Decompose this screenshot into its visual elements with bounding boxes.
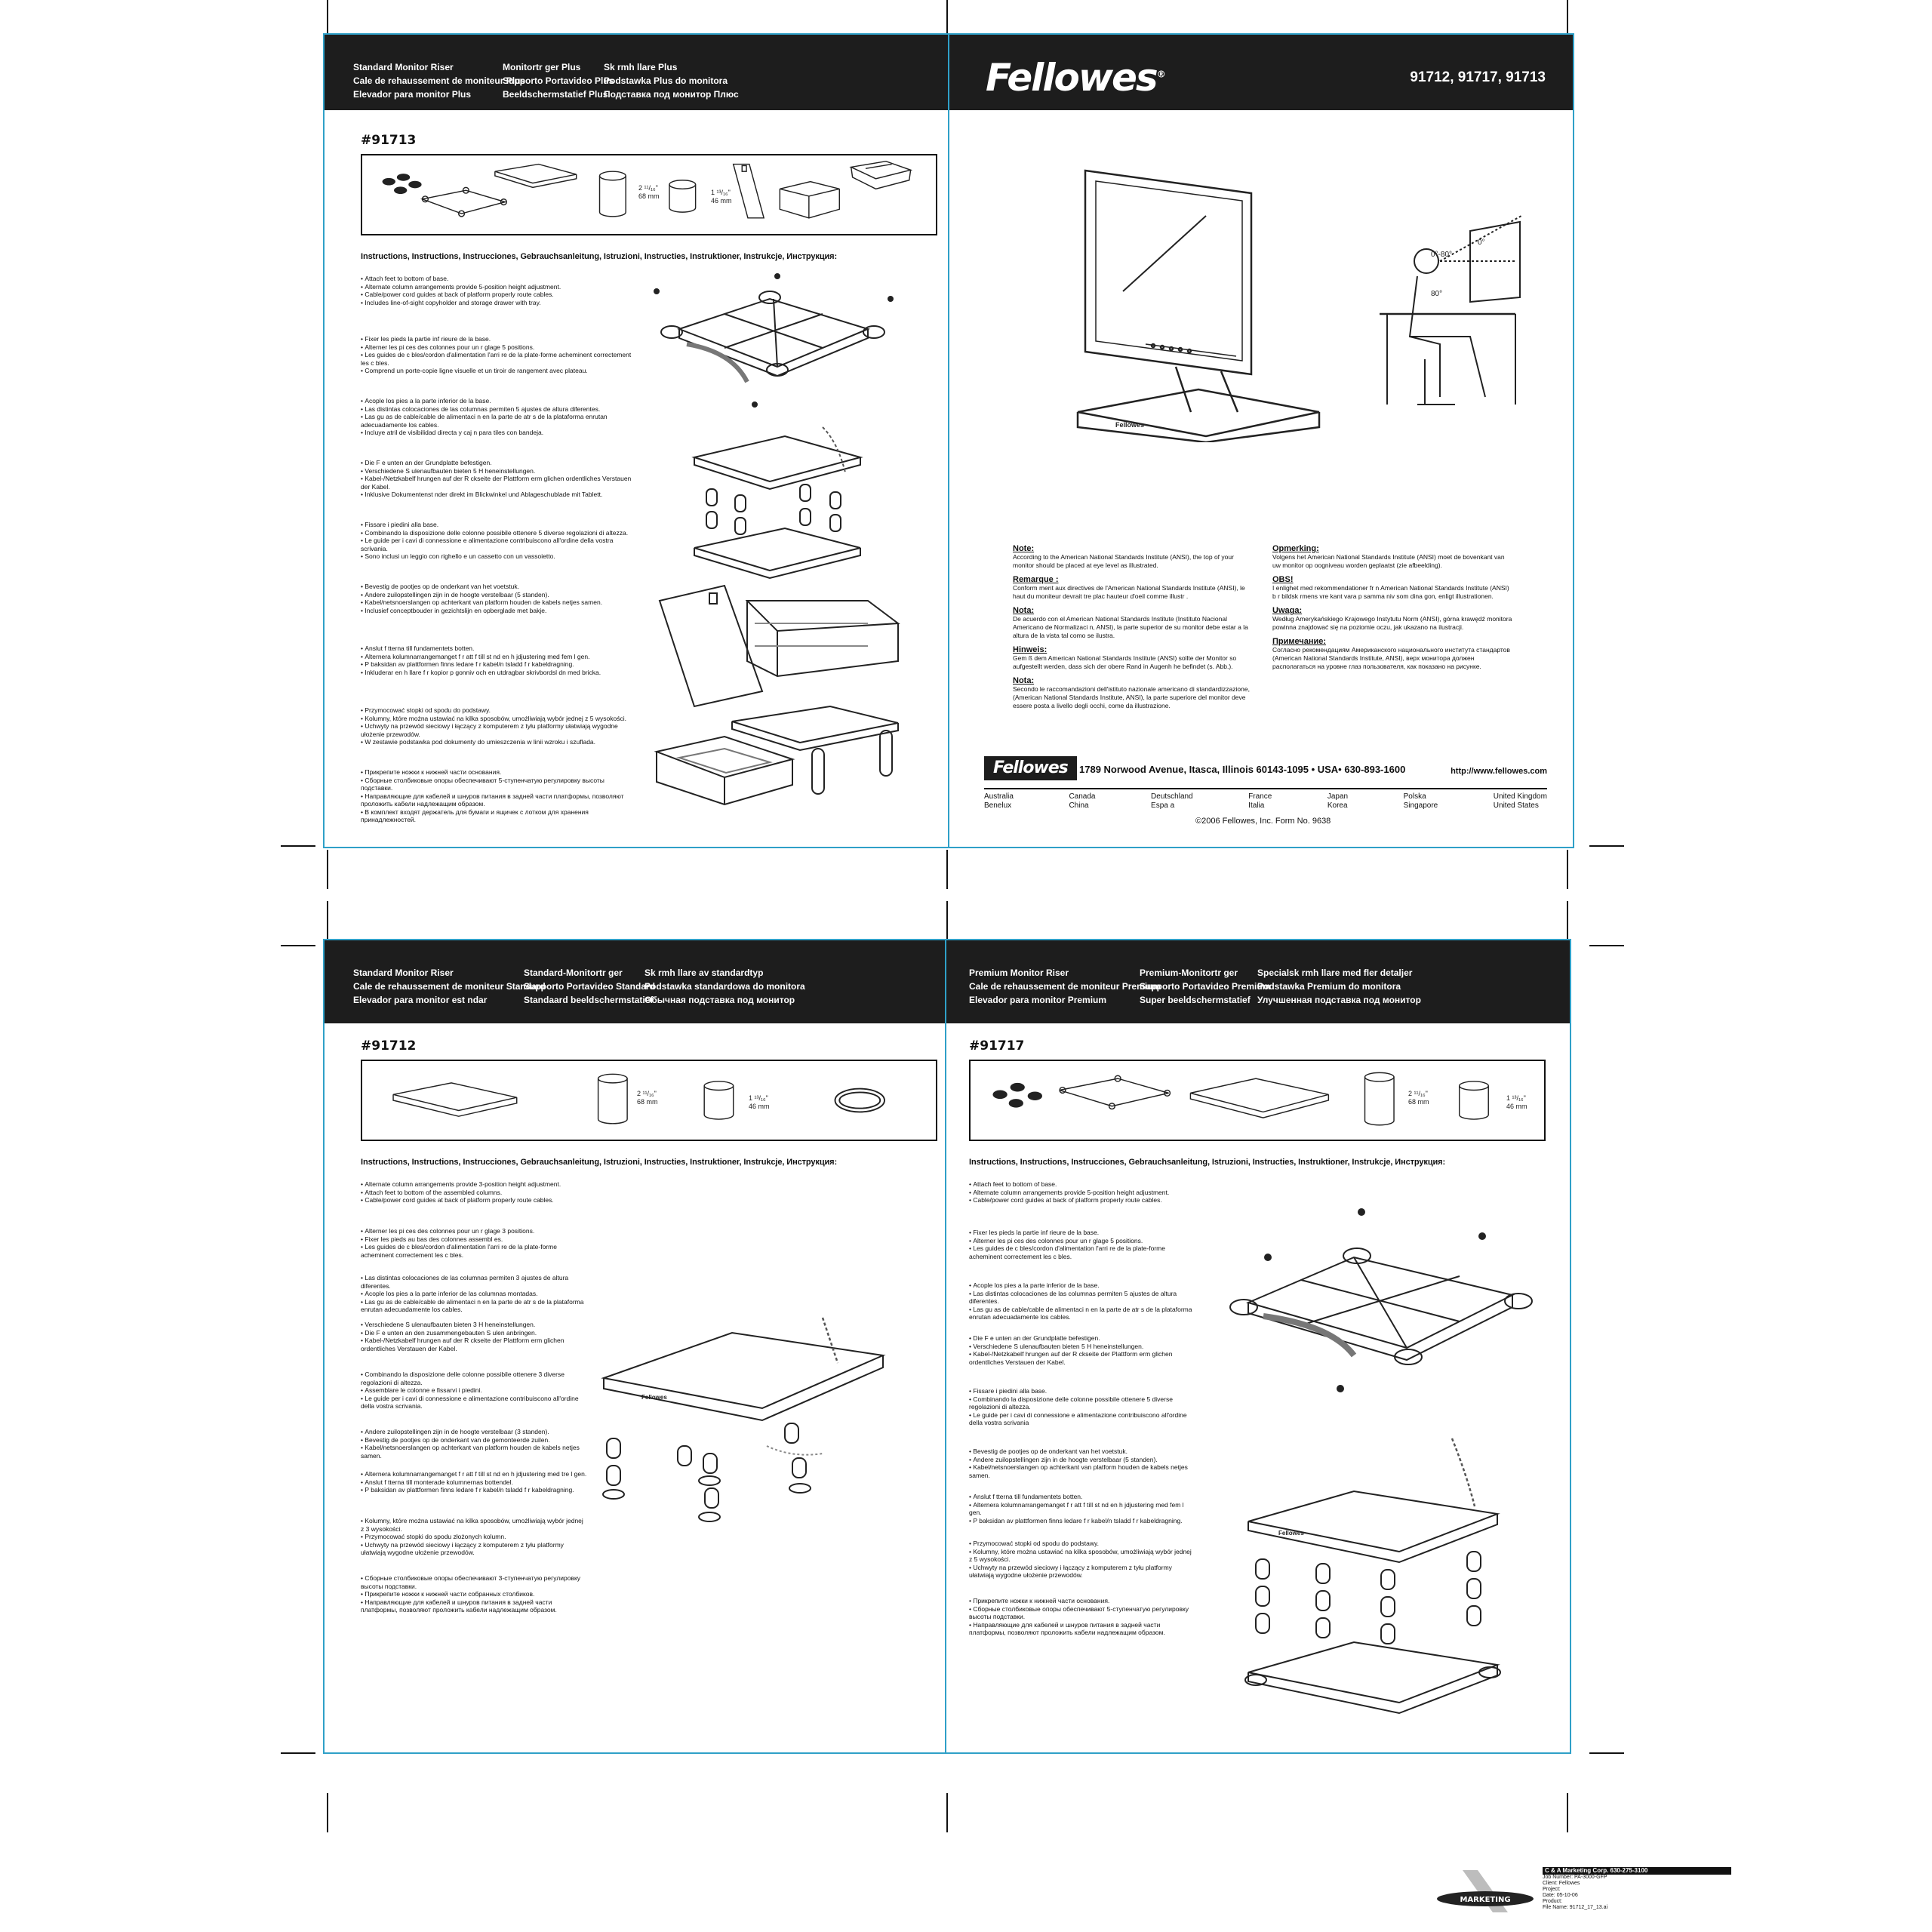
tall-column-icon (598, 1074, 628, 1123)
dimension-tall: 2 ¹¹/₁₆" 68 mm (637, 1090, 658, 1106)
countries-list (984, 788, 1547, 811)
crop-mark (327, 1793, 328, 1832)
country-group: Polska Singapore (1403, 792, 1438, 810)
header-col-2: Monitortr ger Plus Supporto Portavideo Plus Beeldschermstatief Plus (503, 62, 614, 100)
header-col-2: Standard-Monitortr ger Supporto Portavideo Standard Standaard beeldschermstatief (524, 968, 656, 1005)
country-group: France Italia (1248, 792, 1272, 810)
country-group: Japan Korea (1327, 792, 1349, 810)
copyholder-riser-drawing (660, 586, 898, 706)
platform-drawing (604, 1318, 883, 1420)
dimension-short: 1 ¹³/₁₆" 46 mm (711, 189, 732, 205)
crop-mark (1567, 850, 1568, 889)
base-with-feet-drawing (654, 274, 893, 407)
note-text: According to the American National Standards Institute (ANSI), the top of your monitor should be placed at eye level as illustrated. (1013, 553, 1234, 569)
base-with-feet-drawing (1230, 1209, 1532, 1392)
platform-icon (393, 1083, 517, 1116)
instruction-block-fr: • Fixer les pieds la partie inf rieure de la base. • Alterner les pi ces des colonnes pour un r glage 5 positions. • Les guides de c bles/cordon d'alimentation l'arri re de la plate-forme acheminent correctement les c bles. • Comprend un porte-copie ligne visuelle et un tiroir de rangement avec plateau. (361, 335, 632, 397)
part-number: #91713 (361, 133, 417, 148)
instruction-block-ru: • Сборные столбиковые опоры обеспечивают 3-ступенчатую регулировку высоты подставки. • Прикрепите ножки к нижней части собранных столбиков. • Направляющие для кабелей и шнуров питания в задней части платформы, позволяют проложить кабели надлежащим образом. (361, 1574, 587, 1621)
instruction-block-pl: • Przymocować stopki od spodu do podstawy. • Kolumny, które można ustawiać na kilka sposobów, umożliwiają wybór jednej z 5 wysokości. • Uchwyty na przewód sieciowy i łączący z komputerem z tyłu platformy ułatwiają wygodne ułożenie przewodów. • W zestawie podstawka pod dokumenty do umieszczenia w linii wzroku i szuflada. (361, 706, 632, 768)
instruction-block-it: • Fissare i piedini alla base. • Combinando la disposizione delle colonne possibile ottenere 5 diverse regolazioni di altezza. • Le guide per i cavi di connessione e alimentazione contribuiscono all'ordine della vostra scrivania (969, 1387, 1195, 1447)
riser-brand-label: Fellowes (1115, 421, 1145, 429)
instruction-block-pl: • Kolumny, które można ustawiać na kilka sposobów, umożliwiają wybór jednej z 3 wysokości. • Przymocować stopki do spodu złożonych kolumn. • Uchwyty na przewód sieciowy i łączący z komputerem z tyłu platformy ułatwiają wygodne ułożenie przewodów. (361, 1517, 587, 1574)
note-text: Gem ß dem American National Standards Institute (ANSI) sollte der Monitor so aufgestellt werden, dass sich der obere Rand in Augenh he befindet (s. Abb.). (1013, 654, 1237, 670)
note-heading: Remarque : (1013, 575, 1059, 584)
header-band (325, 940, 948, 1023)
crop-mark (946, 901, 948, 940)
note-text: Согласно рекомендациям Американского национального института стандартов (American National Standards Institute, ANSI), верх монитора должен располагаться на уровне глаз пользователя, как показано на рисунке. (1272, 646, 1510, 670)
short-column-icon (669, 180, 696, 212)
company-address: 1789 Norwood Avenue, Itasca, Illinois 60143-1095 • USA• 630-893-1600 (1079, 764, 1406, 775)
instruction-block-de: • Die F e unten an der Grundplatte befestigen. • Verschiedene S ulenaufbauten bieten 5 H heneinstellungen. • Kabel-/Netzkabelf hrungen auf der R ckseite der Plattform erm glichen ordentliches Verstauen der Kabel. (969, 1334, 1195, 1387)
platform-columns-drawing (1245, 1438, 1500, 1713)
instruction-block-de: • Verschiedene S ulenaufbauten bieten 3 H heneinstellungen. • Die F e unten an den zusammengebauten S ulen anbringen. • Kabel-/Netzkabelf hrungen auf der R ckseite der Plattform erm glichen ordentliches Verstauen der Kabel. (361, 1321, 587, 1371)
instruction-block-nl: • Bevestig de pootjes op de onderkant van het voetstuk. • Andere zuilopstellingen zijn in de hoogte verstelbaar (5 standen). • Kabel/netsnoerslangen op achterkant van platform houden de kabels netjes samen. • Inclusief conceptbouder in gezichtslijn en opberglade met bakje. (361, 583, 632, 645)
country-group: Canada China (1069, 792, 1096, 810)
header-col-3: Specialsk rmh llare med fler detaljer Podstawka Premium do monitora Улучшенная подставка под монитор (1257, 968, 1421, 1005)
feet-pads-icon (992, 1083, 1041, 1108)
note-heading: Uwaga: (1272, 606, 1303, 615)
dimension-tall: 2 ¹¹/₁₆" 68 mm (1408, 1090, 1429, 1106)
dimension-short: 1 ¹³/₁₆" 46 mm (749, 1094, 770, 1110)
notes-right (1272, 539, 1514, 671)
platform-icon (495, 165, 577, 188)
drawer-icon (780, 182, 839, 218)
instruction-block-es: • Las distintas colocaciones de las columnas permiten 3 ajustes de altura diferentes. • Acople los pies a la parte inferior de las columnas montadas. • Las gu as de cable/cable de alimentaci n en la parte de atr s de la plataforma enrutan adecuadamente los cables. (361, 1274, 587, 1321)
parts-box (361, 154, 937, 235)
crop-mark (946, 1793, 948, 1832)
instruction-block-it: • Fissare i piedini alla base. • Combinando la disposizione delle colonne possibile ottenere 5 diverse regolazioni di altezza. • Le guide per i cavi di connessione e alimentazione contribuiscono all'ordine della vostra scrivania. • Sono inclusi un leggio con righello e un cassetto con un vassoietto. (361, 521, 632, 583)
marketing-job-info: C & A Marketing Corp. 630-275-3100 Job Number: PA-3000-GFP Client: Fellowes Project: Date: 05-10-06 Product: File Name: 91712_17_13.ai (1543, 1867, 1731, 1911)
instructions-title: Instructions, Instructions, Instrucciones, Gebrauchsanleitung, Istruzioni, Instructies, Instruktioner, Instrukcje, Инструкция: (361, 252, 838, 261)
copyright: ©2006 Fellowes, Inc. Form No. 9638 (1195, 817, 1331, 826)
footer-bar (984, 756, 1547, 782)
platform-brand-label: Fellowes (1278, 1530, 1304, 1537)
dimension-short: 1 ¹³/₁₆" 46 mm (1506, 1094, 1527, 1110)
note-heading: Hinweis: (1013, 645, 1048, 654)
short-column-icon (704, 1081, 734, 1119)
part-number: #91717 (969, 1038, 1025, 1054)
crop-mark (1589, 845, 1624, 847)
instruction-block-fr: • Alterner les pi ces des colonnes pour un r glage 3 positions. • Fixer les pieds au bas des colonnes assembl es. • Les guides de c bles/cordon d'alimentation l'arri re de la plate-forme acheminent correctement les c bles. (361, 1227, 587, 1274)
header-band (946, 940, 1570, 1023)
angle-label-low: 80° (1431, 290, 1443, 298)
platform-icon (1190, 1078, 1328, 1118)
assembly-illustration (1226, 1189, 1558, 1733)
panel-cover (948, 33, 1574, 848)
columns-drawing (603, 1423, 823, 1521)
marketing-brand-text: MARKETING (1460, 1896, 1511, 1904)
instructions-title: Instructions, Instructions, Instrucciones, Gebrauchsanleitung, Istruzioni, Instructies, Instruktioner, Instrukcje, Инструкция: (361, 1158, 838, 1167)
short-column-icon (1460, 1081, 1489, 1119)
marketing-company: C & A Marketing Corp. 630-275-3100 (1543, 1867, 1731, 1875)
header-col-3: Sk rmh llare av standardtyp Podstawka standardowa do monitora Обычная подставка под монитор (645, 968, 805, 1005)
notes-left (1013, 539, 1254, 710)
instruction-block-fr: • Fixer les pieds la partie inf rieure de la base. • Alterner les pi ces des colonnes pour un r glage 5 positions. • Les guides de c bles/cordon d'alimentation l'arri re de la plate-forme acheminent correctement les c bles. (969, 1229, 1195, 1281)
instruction-block-sv: • Anslut f tterna till fundamentets botten. • Alternera kolumnarrangemanget f r att f till st nd en h jdjustering med fem l gen. • P baksidan av plattformen finns ledare f r kabel/n tsladd f r kabeldragning. • Inkluderar en h llare f r kopior p gonniv och en utdragbar skrivbordsl dn med bricka. (361, 645, 632, 706)
instruction-block-nl: • Bevestig de pootjes op de onderkant van het voetstuk. • Andere zuilopstellingen zijn in de hoogte verstelbaar (5 standen). • Kabel/netsnoerslangen op achterkant van platform houden de kabels netjes samen. (969, 1447, 1195, 1493)
country-group: United Kingdom United States (1493, 792, 1547, 810)
crop-mark (1589, 945, 1624, 946)
instruction-block-pl: • Przymocować stopki od spodu do podstawy. • Kolumny, które można ustawiać na kilka sposobów, umożliwiają wybór jednej z 5 wysokości. • Uchwyty na przewód sieciowy i łączący z komputerem z tyłu platformy ułatwiają wygodne ułożenie przewodów. (969, 1540, 1195, 1597)
instruction-blocks (969, 1180, 1195, 1644)
crop-mark (281, 945, 315, 946)
assembly-illustration (596, 1310, 928, 1529)
header-band (949, 35, 1573, 110)
fellowes-logo: Fellowes® (986, 56, 1164, 100)
instruction-block-ru: • Прикрепите ножки к нижней части основания. • Сборные столбиковые опоры обеспечивают 5-ступенчатую регулировку высоты подставки. • Направляющие для кабелей и шнуров питания в задней части платформы, позволяют проложить кабели надлежащим образом. (969, 1597, 1195, 1644)
instruction-block-de: • Die F e unten an der Grundplatte befestigen. • Verschiedene S ulenaufbauten bieten 5 H heneinstellungen. • Kabel-/Netzkabelf hrungen auf der R ckseite der Plattform erm glichen ordentliches Verstauen der Kabel. • Inklusive Dokumentenst nder direkt im Blickwinkel und Ablageschublade mit Tablett. (361, 459, 632, 521)
instruction-block-ru: • Прикрепите ножки к нижней части основания. • Сборные столбиковые опоры обеспечивают 5-ступенчатую регулировку высоты подставки. • Направляющие для кабелей и шнуров питания в задней части платформы, позволяют проложить кабели надлежащим образом. • В комплект входят держатель для бумаги и ящичек с лотком для хранения принадлежностей. (361, 768, 632, 830)
instruction-block-es: • Acople los pies a la parte inferior de la base. • Las distintas colocaciones de las columnas permiten 5 ajustes de altura diferentes. • Las gu as de cable/cable de alimentaci n en la parte de atr s de la plataforma enrutan adecuadamente los cables. • Incluye atril de visibilidad directa y caj n para tiles con bandeja. (361, 397, 632, 459)
note-heading: Nota: (1013, 676, 1035, 685)
instruction-block-es: • Acople los pies a la parte inferior de la base. • Las distintas colocaciones de las columnas permiten 5 ajustes de altura diferentes. • Las gu as de cable/cable de alimentaci n en la parte de atr s de la plataforma enrutan adecuadamente los cables. (969, 1281, 1195, 1334)
note-text: Secondo le raccomandazioni dell'istituto nazionale americano di standardizzazione, (American National Standards Institute, ANSI), la parte superiore del monitor deve essere posta a livello degli occhi, come da illustrazione. (1013, 685, 1250, 709)
instruction-block-nl: • Andere zuilopstellingen zijn in de hoogte verstelbaar (3 standen). • Bevestig de pootjes op de onderkant van de gemonteerde zuilen. • Kabel/netsnoerslangen op achterkant van platform houden de kabels netjes samen. (361, 1428, 587, 1470)
instruction-blocks (361, 1180, 587, 1621)
crop-mark (281, 845, 315, 847)
website-link[interactable]: http://www.fellowes.com (1451, 767, 1547, 776)
tall-column-icon (600, 171, 626, 217)
note-heading: OBS! (1272, 575, 1294, 584)
instruction-block-it: • Combinando la disposizione delle colonne possibile ottenere 3 diverse regolazioni di altezza. • Assemblare le colonne e fissarvi i piedini. • Le guide per i cavi di connessione e alimentazione contribuiscono all'ordine della vostra scrivania. (361, 1371, 587, 1428)
crop-mark (946, 850, 948, 889)
marketing-stamp (1432, 1867, 1825, 1915)
header-col-1: Standard Monitor Riser Cale de rehaussement de moniteur Standard Elevador para monitor est ndar (353, 968, 546, 1005)
feet-pads-icon (383, 174, 422, 194)
angle-label-range: 0°-80° (1431, 251, 1453, 259)
note-text: Conform ment aux directives de l'American National Standards Institute (ANSI), le haut du moniteur devrait tre plac hauteur d'oeil comme illustr . (1013, 584, 1245, 600)
crop-mark (1567, 1793, 1568, 1832)
instruction-block-sv: • Anslut f tterna till fundamentets botten. • Alternera kolumnarrangemanget f r att f till st nd en h jdjustering med fem l gen. • P baksidan av plattformen finns ledare f r kabel/n tsladd f r kabeldragning. (969, 1493, 1195, 1540)
parts-box (361, 1060, 937, 1141)
platform-brand-label: Fellowes (641, 1394, 667, 1401)
dimension-tall: 2 ¹¹/₁₆" 68 mm (638, 184, 660, 200)
instructions-title: Instructions, Instructions, Instrucciones, Gebrauchsanleitung, Istruzioni, Instructies, Instruktioner, Instrukcje, Инструкция: (969, 1158, 1446, 1167)
header-col-1: Premium Monitor Riser Cale de rehaussement de moniteur Premium Elevador para monitor Premium (969, 968, 1161, 1005)
part-number: #91712 (361, 1038, 417, 1054)
parts-illustration (971, 1061, 1544, 1140)
base-plate-icon (1060, 1075, 1170, 1109)
country-group: Australia Benelux (984, 792, 1014, 810)
marketing-logo (1432, 1867, 1538, 1915)
tall-column-icon (1365, 1072, 1395, 1124)
instruction-block-sv: • Alternera kolumnarrangemanget f r att f till st nd en h jdjustering med tre l gen. • Anslut f tterna till monterade kolumnernas bottendel. • P baksidan av plattformen finns ledare f r kabel/n tsladd f r kabeldragning. (361, 1470, 587, 1517)
panel-91717 (945, 939, 1571, 1754)
header-band (325, 35, 948, 110)
base-plate-icon (423, 187, 507, 217)
panel-91713 (323, 33, 949, 848)
riser-drawing (1078, 389, 1319, 442)
instruction-block-en: • Attach feet to bottom of base. • Alternate column arrangements provide 5-position height adjustment. • Cable/power cord guides at back of platform properly route cables. • Includes line-of-sight copyholder and storage drawer with tray. (361, 275, 632, 335)
parts-box (969, 1060, 1546, 1141)
drawer-riser-drawing (657, 706, 898, 804)
ergonomic-posture-illustration (1380, 216, 1521, 405)
note-text: I enlighet med rekommendationer fr n American National Standards Institute (ANSI) b r bildsk rmens vre kant vara p samma niv som dina gon, enligt illustrationen. (1272, 584, 1509, 600)
crop-mark (281, 1752, 315, 1754)
platform-columns-drawing (694, 427, 860, 578)
tray-icon (851, 162, 911, 189)
copyholder-icon (734, 165, 764, 218)
footer-logo: Fellowes (984, 756, 1077, 780)
note-text: De acuerdo con el American National Standards Institute (Instituto Nacional Americano de Normalizaci n, ANSI), la parte superior de su monitor debe estar a la altura de la vista tal como se ilustra. (1013, 615, 1248, 639)
instruction-blocks (361, 275, 632, 830)
country-group: Deutschland Espa a (1151, 792, 1193, 810)
note-text: Według Amerykańskiego Krajowego Instytutu Norm (ANSI), górna krawędź monitora powinna znajdować się na poziomie oczu, jak ukazano na ilustracji. (1272, 615, 1512, 631)
note-heading: Nota: (1013, 606, 1035, 615)
instruction-block-en: • Attach feet to bottom of base. • Alternate column arrangements provide 5-position height adjustment. • Cable/power cord guides at back of platform properly route cables. (969, 1180, 1195, 1229)
monitor-drawing (1085, 171, 1251, 412)
note-heading: Note: (1013, 544, 1035, 553)
instruction-block-en: • Alternate column arrangements provide 3-position height adjustment. • Attach feet to bottom of the assembled columns. • Cable/power cord guides at back of platform properly route cables. (361, 1180, 587, 1227)
assembly-illustration (641, 269, 928, 827)
header-col-1: Standard Monitor Riser Cale de rehaussement de moniteur Plus Elevador para monitor Plus (353, 62, 526, 100)
ring-foot-icon (835, 1089, 884, 1112)
angle-label-top: 0° (1478, 238, 1485, 247)
panel-91712 (323, 939, 949, 1754)
crop-mark (327, 901, 328, 940)
model-numbers: 91712, 91717, 91713 (1410, 69, 1546, 85)
crop-mark (1567, 901, 1568, 940)
crop-mark (1589, 1752, 1624, 1754)
monitor-on-riser-illustration (1063, 163, 1531, 442)
crop-mark (327, 850, 328, 889)
note-text: Volgens het American National Standards Institute (ANSI) moet de bovenkant van uw monitor op oogniveau worden geplaatst (zie afbeelding). (1272, 553, 1505, 569)
header-col-2: Premium-Monitortr ger Supporto Portavideo Premium Super beeldschermstatief (1140, 968, 1271, 1005)
note-heading: Примечание: (1272, 637, 1327, 646)
note-heading: Opmerking: (1272, 544, 1319, 553)
header-col-3: Sk rmh llare Plus Podstawka Plus do monitora Подставка под монитор Плюс (604, 62, 739, 100)
